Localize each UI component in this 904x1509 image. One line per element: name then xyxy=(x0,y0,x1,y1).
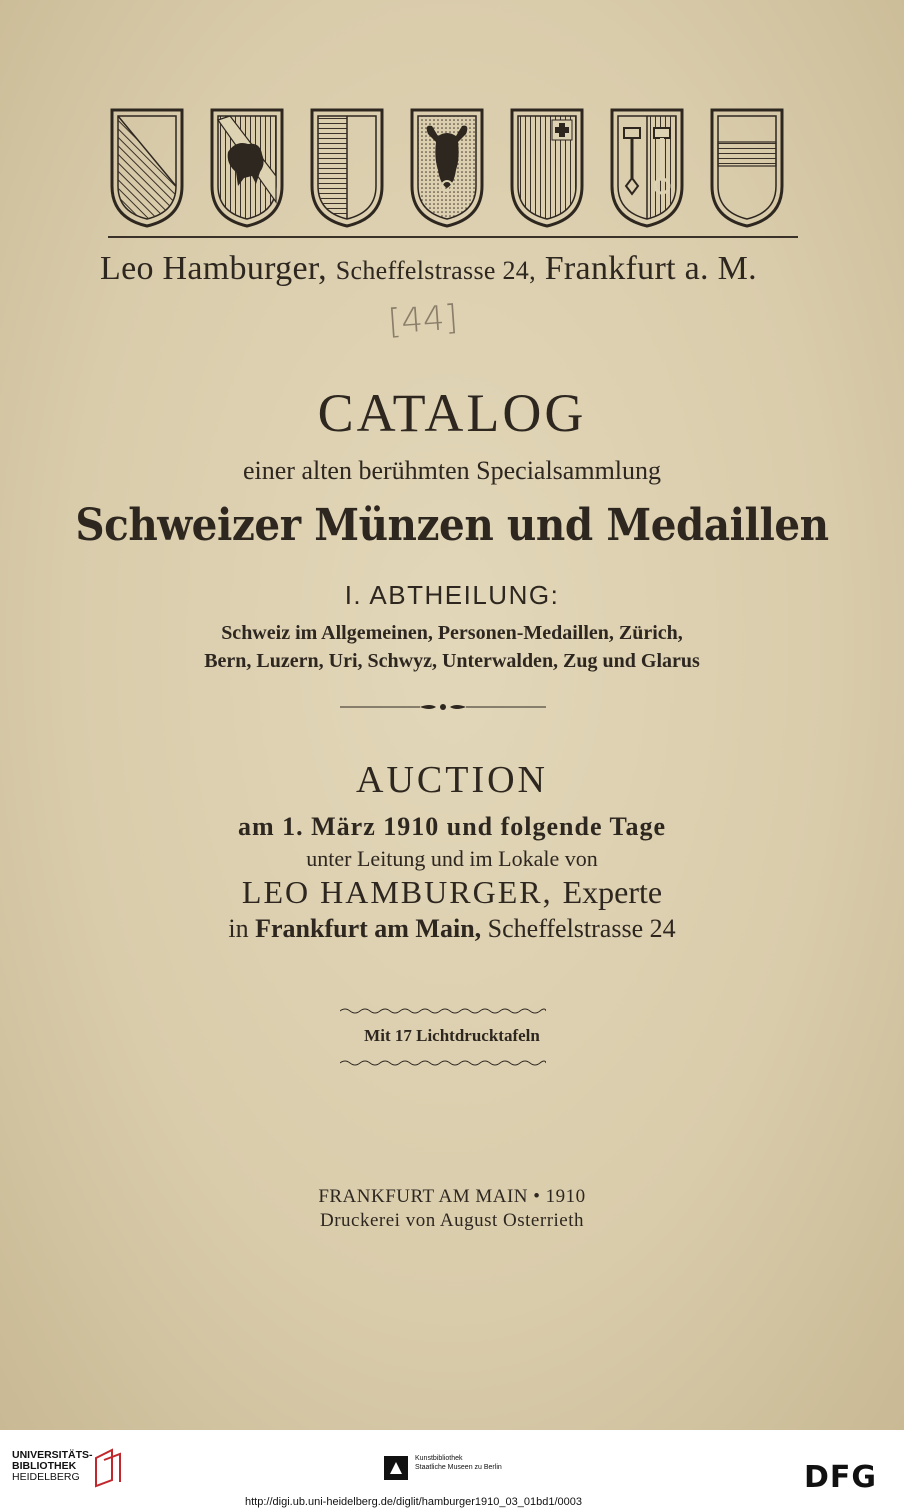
subtitle: einer alten berühmten Specialsammlung xyxy=(242,456,662,485)
auction-location xyxy=(0,914,904,944)
main-title: Schweizer Münzen und Medaillen xyxy=(75,500,829,551)
publisher-street: Scheffelstrasse 24, xyxy=(335,256,536,285)
shield-bern xyxy=(212,110,282,226)
catalog-heading: CATALOG xyxy=(317,383,587,443)
shield-uri xyxy=(412,110,482,226)
publisher-line xyxy=(100,250,757,288)
library-line-3: HEIDELBERG xyxy=(12,1471,80,1483)
permalink-url[interactable]: http://digi.ub.uni-heidelberg.de/diglit/hamburger1910_03_01bd1/0003 xyxy=(245,1496,582,1508)
contents-line-2: Bern, Luzern, Uri, Schwyz, Unterwalden, Zug und Glarus xyxy=(204,650,700,672)
location-prefix: in xyxy=(228,914,249,943)
library-mark-icon xyxy=(92,1448,124,1488)
expert-title: Experte xyxy=(562,874,663,910)
kunstbibliothek-mark-icon xyxy=(384,1456,408,1480)
publisher-city: Frankfurt a. M. xyxy=(544,250,757,287)
section-heading: I. ABTHEILUNG: xyxy=(344,580,560,610)
canton-shields-row xyxy=(108,106,798,234)
shield-luzern xyxy=(312,110,382,226)
imprint-printer: Druckerei von August Osterrieth xyxy=(319,1210,585,1231)
shield-schwyz xyxy=(512,110,582,226)
imprint-city-year: FRANKFURT AM MAIN • 1910 xyxy=(318,1186,586,1207)
kb-line-1: Kunstbibliothek xyxy=(415,1455,463,1462)
auction-direction: unter Leitung und im Lokale von xyxy=(306,846,598,871)
kunstbibliothek-logo[interactable] xyxy=(415,1454,502,1472)
library-line-2: BIBLIOTHEK xyxy=(12,1460,77,1472)
library-line-1: UNIVERSITÄTS- xyxy=(12,1449,93,1461)
contents-line-1: Schweiz im Allgemeinen, Personen-Medaillen, Zürich, xyxy=(221,622,683,644)
header-rule xyxy=(108,236,798,238)
kb-line-2: Staatliche Museen zu Berlin xyxy=(415,1464,502,1471)
dfg-logo[interactable]: DFG xyxy=(804,1460,878,1495)
digitization-footer xyxy=(0,1430,904,1509)
auction-date: am 1. März 1910 und folgende Tage xyxy=(237,812,667,841)
expert-name: LEO HAMBURGER, xyxy=(241,874,553,910)
publisher-name: Leo Hamburger, xyxy=(100,250,327,287)
plates-note: Mit 17 Lichtdrucktafeln xyxy=(364,1026,540,1045)
location-city: Frankfurt am Main, xyxy=(255,914,482,943)
shield-zug xyxy=(712,110,782,226)
auction-heading: AUCTION xyxy=(356,759,548,801)
university-library-logo[interactable] xyxy=(12,1450,93,1483)
pencil-annotation: [44] xyxy=(386,297,460,343)
wavy-rule-top xyxy=(340,1006,546,1016)
ornamental-divider xyxy=(340,700,546,714)
shield-unterwalden xyxy=(612,110,682,226)
wavy-rule-bottom xyxy=(340,1058,546,1068)
shield-zurich xyxy=(112,110,182,226)
expert-line xyxy=(0,874,904,911)
location-street: Scheffelstrasse 24 xyxy=(487,914,676,943)
